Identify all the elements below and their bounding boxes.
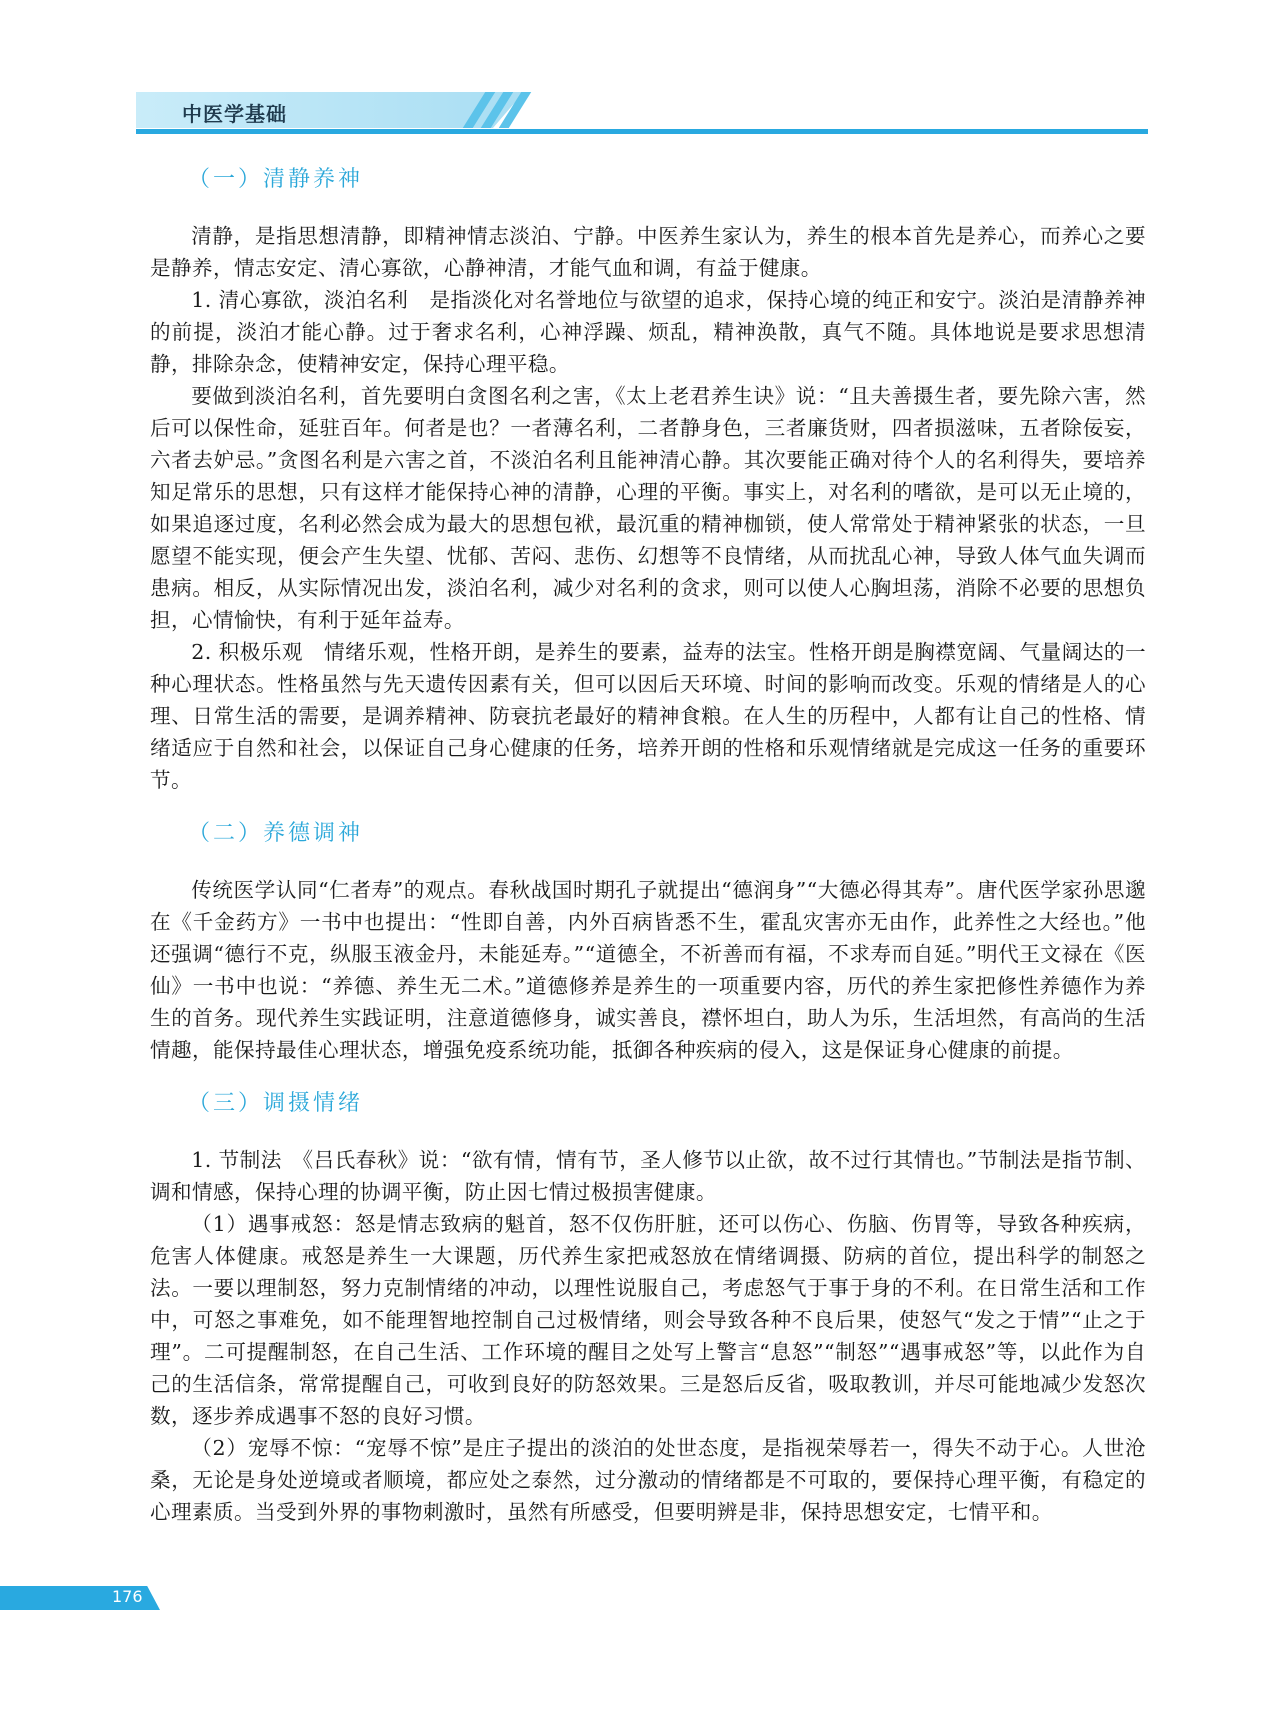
paragraph: （2）宠辱不惊：“宠辱不惊”是庄子提出的淡泊的处世态度，是指视荣辱若一，得失不动于心。人世沧桑，无论是身处逆境或者顺境，都应处之泰然，过分激动的情绪都是不可取的，要保持心理平衡，有稳定的心理素质。当受到外界的事物刺激时，虽然有所感受，但要明辨是非，保持思想安定，七情平和。 bbox=[150, 1436, 1146, 1524]
page-content bbox=[150, 162, 1146, 1528]
section-heading: （三）调摄情绪 bbox=[188, 1091, 364, 1116]
book-title: 中医学基础 bbox=[182, 102, 287, 126]
header-rule bbox=[136, 129, 1148, 134]
section-heading: （一）清静养神 bbox=[188, 167, 364, 192]
paragraph: 1. 节制法 《吕氏春秋》说：“欲有情，情有节，圣人修节以止欲，故不过行其情也。”节制法是指节制、调和情感，保持心理的协调平衡，防止因七情过极损害健康。 bbox=[150, 1148, 1146, 1204]
paragraph: 2. 积极乐观 情绪乐观，性格开朗，是养生的要素，益寿的法宝。性格开朗是胸襟宽阔、气量阔达的一种心理状态。性格虽然与先天遗传因素有关，但可以因后天环境、时间的影响而改变。乐观的情绪是人的心理、日常生活的需要，是调养精神、防衰抗老最好的精神食粮。在人生的历程中，人都有让自己的性格、情绪适应于自然和社会，以保证自己身心健康的任务，培养开朗的性格和乐观情绪就是完成这一任务的重要环节。 bbox=[150, 640, 1146, 792]
paragraph: 要做到淡泊名利，首先要明白贪图名利之害，《太上老君养生诀》说：“且夫善摄生者，要先除六害，然后可以保性命，延驻百年。何者是也？一者薄名利，二者静身色，三者廉货财，四者损滋味，五者除佞妄，六者去妒忌。”贪图名利是六害之首，不淡泊名利且能神清心静。其次要能正确对待个人的名利得失，要培养知足常乐的思想，只有这样才能保持心神的清静，心理的平衡。事实上，对名利的嗜欲，是可以无止境的，如果追逐过度，名利必然会成为最大的思想包袱，最沉重的精神枷锁，使人常常处于精神紧张的状态，一旦愿望不能实现，便会产生失望、忧郁、苦闷、悲伤、幻想等不良情绪，从而扰乱心神，导致人体气血失调而患病。相反，从实际情况出发，淡泊名利，减少对名利的贪求，则可以使人心胸坦荡，消除不必要的思想负担，心情愉快，有利于延年益寿。 bbox=[150, 384, 1146, 632]
paragraph: 传统医学认同“仁者寿”的观点。春秋战国时期孔子就提出“德润身”“大德必得其寿”。唐代医学家孙思邈在《千金药方》一书中也提出：“性即自善，内外百病皆悉不生，霍乱灾害亦无由作，此养性之大经也。”他还强调“德行不克，纵服玉液金丹，未能延寿。”“道德全，不祈善而有福，不求寿而自延。”明代王文禄在《医仙》一书中也说：“养德、养生无二术。”道德修养是养生的一项重要内容，历代的养生家把修性养德作为养生的首务。现代养生实践证明，注意道德修身，诚实善良，襟怀坦白，助人为乐，生活坦然，有高尚的生活情趣，能保持最佳心理状态，增强免疫系统功能，抵御各种疾病的侵入，这是保证身心健康的前提。 bbox=[150, 878, 1146, 1062]
paragraph: 清静，是指思想清静，即精神情志淡泊、宁静。中医养生家认为，养生的根本首先是养心，而养心之要是静养，情志安定、清心寡欲，心静神清，才能气血和调，有益于健康。 bbox=[150, 224, 1146, 280]
section-heading: （二）养德调神 bbox=[188, 821, 364, 846]
header-stripes-decoration bbox=[466, 92, 536, 128]
page-header bbox=[136, 92, 1148, 134]
paragraph: 1. 清心寡欲，淡泊名利 是指淡化对名誉地位与欲望的追求，保持心境的纯正和安宁。淡泊是清静养神的前提，淡泊才能心静。过于奢求名利，心神浮躁、烦乱，精神涣散，真气不随。具体地说是要求思想清静，排除杂念，使精神安定，保持心理平稳。 bbox=[150, 288, 1146, 376]
page-number: 176 bbox=[112, 1587, 143, 1606]
paragraph: （1）遇事戒怒：怒是情志致病的魁首，怒不仅伤肝脏，还可以伤心、伤脑、伤胃等，导致各种疾病，危害人体健康。戒怒是养生一大课题，历代养生家把戒怒放在情绪调摄、防病的首位，提出科学的制怒之法。一要以理制怒，努力克制情绪的冲动，以理性说服自己，考虑怒气于事于身的不利。在日常生活和工作中，可怒之事难免，如不能理智地控制自己过极情绪，则会导致各种不良后果，使怒气“发之于情”“止之于理”。二可提醒制怒，在自己生活、工作环境的醒目之处写上警言“息怒”“制怒”“遇事戒怒”等，以此作为自己的生活信条，常常提醒自己，可收到良好的防怒效果。三是怒后反省，吸取教训，并尽可能地减少发怒次数，逐步养成遇事不怒的良好习惯。 bbox=[150, 1212, 1146, 1428]
